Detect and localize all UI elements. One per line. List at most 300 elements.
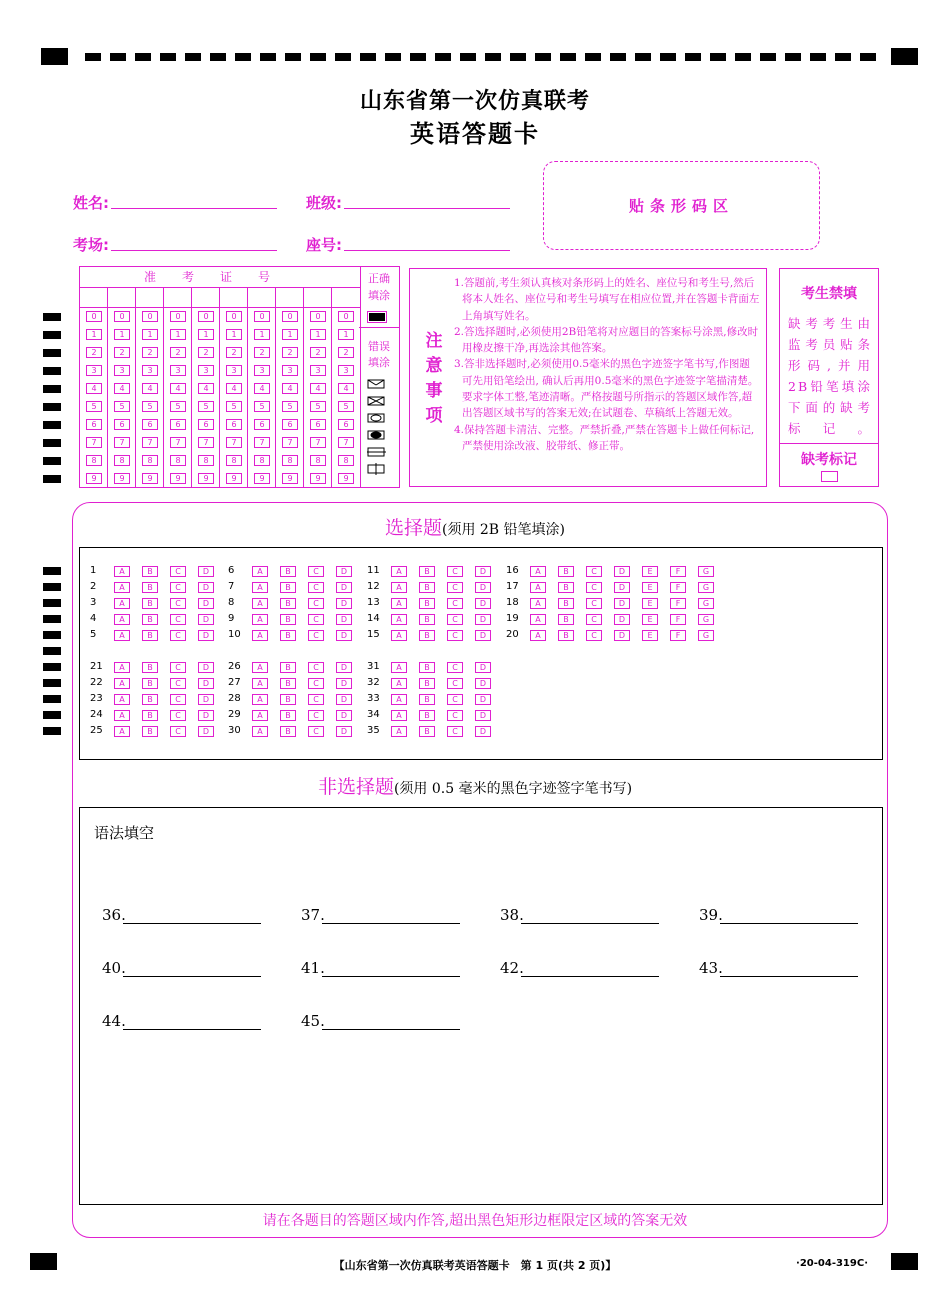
admission-digit-bubble[interactable]: 1 — [114, 329, 130, 340]
answer-bubble[interactable]: C — [308, 662, 324, 673]
admission-digit-bubble[interactable]: 1 — [198, 329, 214, 340]
answer-bubble[interactable]: D — [475, 710, 491, 721]
correct-fill-sample — [367, 311, 387, 323]
admission-digit-bubble[interactable]: 8 — [198, 455, 214, 466]
answer-bubble[interactable]: D — [614, 582, 630, 593]
answer-bubble[interactable]: C — [586, 630, 602, 641]
answer-bubble[interactable]: A — [252, 694, 268, 705]
answer-bubble[interactable]: B — [142, 678, 158, 689]
answer-bubble[interactable]: B — [558, 598, 574, 609]
wrong-fill-label-2: 填涂 — [368, 356, 390, 369]
answer-bubble[interactable]: D — [614, 598, 630, 609]
answer-bubble[interactable]: C — [170, 662, 186, 673]
answer-bubble[interactable]: D — [198, 710, 214, 721]
answer-bubble[interactable]: D — [198, 614, 214, 625]
answer-bubble[interactable]: B — [419, 630, 435, 641]
answer-bubble[interactable]: D — [475, 598, 491, 609]
answer-bubble[interactable]: C — [308, 566, 324, 577]
answer-bubble[interactable]: F — [670, 582, 686, 593]
answer-bubble[interactable]: B — [419, 726, 435, 737]
admission-digit-bubble[interactable]: 0 — [198, 311, 214, 322]
absent-instructions: 缺考考生由监考员贴条形码,并用2B铅笔填涂下面的缺考标记。 — [788, 316, 872, 436]
answer-bubble[interactable]: C — [586, 566, 602, 577]
admission-digit-bubble[interactable]: 2 — [254, 347, 270, 358]
answer-bubble[interactable]: C — [170, 598, 186, 609]
answer-bubble[interactable]: C — [447, 710, 463, 721]
admission-digit-bubble[interactable]: 9 — [86, 473, 102, 484]
admission-digit-bubble[interactable]: 6 — [282, 419, 298, 430]
answer-bubble[interactable]: E — [642, 582, 658, 593]
answer-bubble[interactable]: C — [308, 598, 324, 609]
admission-digit-bubble[interactable]: 3 — [170, 365, 186, 376]
blank-answer-line[interactable] — [720, 923, 858, 924]
answer-bubble[interactable]: D — [475, 662, 491, 673]
blank-answer-line[interactable] — [521, 976, 659, 977]
admission-digit-bubble[interactable]: 7 — [338, 437, 354, 448]
answer-bubble[interactable]: D — [336, 598, 352, 609]
answer-bubble[interactable]: A — [252, 614, 268, 625]
answer-bubble[interactable]: B — [280, 582, 296, 593]
admission-digit-bubble[interactable]: 2 — [198, 347, 214, 358]
answer-bubble[interactable]: D — [475, 694, 491, 705]
answer-bubble[interactable]: C — [170, 694, 186, 705]
admission-digit-bubble[interactable]: 6 — [198, 419, 214, 430]
answer-bubble[interactable]: C — [586, 614, 602, 625]
answer-bubble[interactable]: B — [419, 566, 435, 577]
admission-digit-bubble[interactable]: 8 — [86, 455, 102, 466]
answer-bubble[interactable]: A — [391, 678, 407, 689]
admission-digit-bubble[interactable]: 7 — [254, 437, 270, 448]
admission-column-divider — [303, 288, 304, 487]
answer-bubble[interactable]: A — [114, 710, 130, 721]
answer-bubble[interactable]: D — [475, 614, 491, 625]
answer-bubble[interactable]: B — [280, 614, 296, 625]
answer-bubble[interactable]: C — [170, 678, 186, 689]
admission-digit-bubble[interactable]: 4 — [198, 383, 214, 394]
dash-mark — [485, 53, 501, 61]
answer-bubble[interactable]: B — [142, 662, 158, 673]
answer-bubble[interactable]: B — [142, 598, 158, 609]
answer-bubble[interactable]: A — [530, 582, 546, 593]
answer-bubble[interactable]: C — [308, 710, 324, 721]
admission-digit-bubble[interactable]: 5 — [282, 401, 298, 412]
answer-bubble[interactable]: A — [114, 678, 130, 689]
admission-digit-bubble[interactable]: 6 — [114, 419, 130, 430]
answer-bubble[interactable]: A — [391, 614, 407, 625]
admission-digit-bubble[interactable]: 1 — [282, 329, 298, 340]
admission-digit-bubble[interactable]: 4 — [142, 383, 158, 394]
admission-digit-bubble[interactable]: 4 — [86, 383, 102, 394]
admission-digit-bubble[interactable]: 0 — [338, 311, 354, 322]
answer-bubble[interactable]: G — [698, 566, 714, 577]
admission-digit-bubble[interactable]: 7 — [142, 437, 158, 448]
side-mark — [43, 631, 61, 639]
dash-mark — [335, 53, 351, 61]
answer-bubble[interactable]: A — [252, 582, 268, 593]
admission-digit-bubble[interactable]: 7 — [170, 437, 186, 448]
answer-bubble[interactable]: E — [642, 630, 658, 641]
answer-bubble[interactable]: A — [391, 710, 407, 721]
answer-bubble[interactable]: D — [475, 630, 491, 641]
answer-bubble[interactable]: B — [419, 614, 435, 625]
admission-digit-bubble[interactable]: 0 — [114, 311, 130, 322]
answer-bubble[interactable]: D — [336, 726, 352, 737]
admission-digit-bubble[interactable]: 4 — [282, 383, 298, 394]
answer-bubble[interactable]: C — [308, 678, 324, 689]
answer-bubble[interactable]: B — [280, 726, 296, 737]
answer-bubble[interactable]: A — [252, 662, 268, 673]
answer-bubble[interactable]: A — [391, 694, 407, 705]
answer-bubble[interactable]: B — [142, 614, 158, 625]
admission-digit-bubble[interactable]: 5 — [114, 401, 130, 412]
answer-bubble[interactable]: A — [530, 598, 546, 609]
answer-bubble[interactable]: C — [447, 614, 463, 625]
answer-bubble[interactable]: C — [308, 726, 324, 737]
answer-bubble[interactable]: B — [280, 710, 296, 721]
admission-digit-bubble[interactable]: 0 — [226, 311, 242, 322]
admission-digit-bubble[interactable]: 5 — [86, 401, 102, 412]
answer-bubble[interactable]: D — [336, 566, 352, 577]
answer-bubble[interactable]: C — [308, 614, 324, 625]
name-field[interactable] — [111, 208, 277, 209]
answer-bubble[interactable]: C — [447, 582, 463, 593]
admission-digit-bubble[interactable]: 6 — [226, 419, 242, 430]
answer-bubble[interactable]: B — [419, 582, 435, 593]
answer-bubble[interactable]: C — [586, 582, 602, 593]
answer-bubble[interactable]: A — [391, 566, 407, 577]
answer-bubble[interactable]: C — [170, 614, 186, 625]
side-mark — [43, 475, 61, 483]
answer-bubble[interactable]: A — [252, 726, 268, 737]
admission-digit-bubble[interactable]: 9 — [310, 473, 326, 484]
answer-bubble[interactable]: D — [198, 662, 214, 673]
admission-digit-bubble[interactable]: 8 — [226, 455, 242, 466]
admission-digit-bubble[interactable]: 3 — [254, 365, 270, 376]
answer-bubble[interactable]: B — [280, 662, 296, 673]
admission-digit-bubble[interactable]: 4 — [310, 383, 326, 394]
admission-digit-bubble[interactable]: 1 — [226, 329, 242, 340]
admission-digit-bubble[interactable]: 7 — [226, 437, 242, 448]
side-mark — [43, 647, 61, 655]
admission-digit-bubble[interactable]: 1 — [254, 329, 270, 340]
question-number: 15 — [367, 629, 380, 640]
admission-digit-bubble[interactable]: 2 — [142, 347, 158, 358]
admission-digit-bubble[interactable]: 8 — [114, 455, 130, 466]
answer-bubble[interactable]: D — [336, 694, 352, 705]
answer-bubble[interactable]: D — [198, 694, 214, 705]
answer-bubble[interactable]: B — [419, 678, 435, 689]
admission-digit-bubble[interactable]: 6 — [86, 419, 102, 430]
admission-digit-bubble[interactable]: 9 — [338, 473, 354, 484]
seat-field[interactable] — [344, 250, 510, 251]
answer-bubble[interactable]: B — [142, 710, 158, 721]
admission-number-write-row[interactable] — [80, 288, 360, 308]
answer-bubble[interactable]: A — [252, 630, 268, 641]
admission-digit-bubble[interactable]: 3 — [86, 365, 102, 376]
answer-bubble[interactable]: A — [114, 662, 130, 673]
answer-bubble[interactable]: A — [391, 662, 407, 673]
answer-bubble[interactable]: A — [252, 678, 268, 689]
admission-digit-bubble[interactable]: 3 — [198, 365, 214, 376]
answer-bubble[interactable]: A — [391, 630, 407, 641]
admission-digit-bubble[interactable]: 4 — [338, 383, 354, 394]
answer-bubble[interactable]: C — [170, 566, 186, 577]
notice-panel — [409, 268, 767, 487]
admission-digit-bubble[interactable]: 7 — [114, 437, 130, 448]
blank-answer-line[interactable] — [322, 923, 460, 924]
admission-digit-bubble[interactable]: 6 — [338, 419, 354, 430]
admission-digit-bubble[interactable]: 8 — [170, 455, 186, 466]
admission-digit-bubble[interactable]: 2 — [282, 347, 298, 358]
answer-bubble[interactable]: B — [419, 598, 435, 609]
answer-bubble[interactable]: D — [614, 614, 630, 625]
admission-digit-bubble[interactable]: 1 — [338, 329, 354, 340]
admission-digit-bubble[interactable]: 1 — [142, 329, 158, 340]
answer-bubble[interactable]: A — [114, 630, 130, 641]
admission-digit-bubble[interactable]: 5 — [142, 401, 158, 412]
answer-bubble[interactable]: C — [447, 662, 463, 673]
admission-digit-bubble[interactable]: 3 — [226, 365, 242, 376]
answer-bubble[interactable]: A — [114, 582, 130, 593]
answer-bubble[interactable]: G — [698, 614, 714, 625]
notice-item: 1.答题前,考生须认真核对条形码上的姓名、座位号和考生号,然后将本人姓名、座位号和考生号填写在相应位置,并在答题卡背面左上角填写姓名。 — [454, 277, 760, 322]
admission-digit-bubble[interactable]: 6 — [310, 419, 326, 430]
admission-digit-bubble[interactable]: 7 — [282, 437, 298, 448]
side-mark — [43, 385, 61, 393]
admission-digit-bubble[interactable]: 9 — [198, 473, 214, 484]
admission-digit-bubble[interactable]: 1 — [86, 329, 102, 340]
answer-bubble[interactable]: D — [336, 614, 352, 625]
admission-digit-bubble[interactable]: 8 — [282, 455, 298, 466]
admission-digit-bubble[interactable]: 2 — [86, 347, 102, 358]
answer-bubble[interactable]: E — [642, 614, 658, 625]
answer-bubble[interactable]: D — [475, 678, 491, 689]
answer-bubble[interactable]: B — [142, 694, 158, 705]
admission-digit-bubble[interactable]: 8 — [254, 455, 270, 466]
admission-digit-bubble[interactable]: 0 — [282, 311, 298, 322]
answer-bubble[interactable]: B — [558, 614, 574, 625]
answer-bubble[interactable]: D — [198, 566, 214, 577]
admission-digit-bubble[interactable]: 7 — [198, 437, 214, 448]
answer-bubble[interactable]: A — [252, 566, 268, 577]
admission-digit-bubble[interactable]: 5 — [254, 401, 270, 412]
admission-digit-bubble[interactable]: 2 — [170, 347, 186, 358]
answer-bubble[interactable]: C — [308, 582, 324, 593]
question-number: 16 — [506, 565, 519, 576]
answer-bubble[interactable]: A — [391, 598, 407, 609]
answer-bubble[interactable]: D — [336, 582, 352, 593]
answer-bubble[interactable]: D — [336, 678, 352, 689]
exam-room-field[interactable] — [111, 250, 277, 251]
answer-bubble[interactable]: B — [280, 694, 296, 705]
answer-bubble[interactable]: C — [447, 678, 463, 689]
admission-digit-bubble[interactable]: 3 — [142, 365, 158, 376]
answer-bubble[interactable]: B — [558, 582, 574, 593]
answer-bubble[interactable]: C — [447, 694, 463, 705]
blank-answer-line[interactable] — [123, 923, 261, 924]
dash-mark — [510, 53, 526, 61]
admission-digit-bubble[interactable]: 4 — [114, 383, 130, 394]
admission-digit-bubble[interactable]: 6 — [254, 419, 270, 430]
admission-digit-bubble[interactable]: 0 — [142, 311, 158, 322]
answer-bubble[interactable]: B — [280, 678, 296, 689]
answer-bubble[interactable]: B — [558, 566, 574, 577]
answer-bubble[interactable]: A — [391, 582, 407, 593]
answer-bubble[interactable]: D — [475, 566, 491, 577]
notice-item: 3.答非选择题时,必须使用0.5毫米的黑色字迹签字笔书写,作图题可先用铅笔绘出, 确认后再用0.5毫米的黑色字迹签字笔描清楚。要求字体工整,笔迹清晰。严格按题号所指示的答题区域作答,超出答题区域书写的答案无效;在试题卷、草稿纸上答题无效。 — [454, 358, 759, 420]
answer-bubble[interactable]: B — [419, 662, 435, 673]
answer-bubble[interactable]: C — [170, 582, 186, 593]
answer-bubble[interactable]: G — [698, 630, 714, 641]
admission-digit-bubble[interactable]: 4 — [170, 383, 186, 394]
answer-bubble[interactable]: A — [114, 726, 130, 737]
answer-bubble[interactable]: A — [114, 566, 130, 577]
admission-digit-bubble[interactable]: 9 — [114, 473, 130, 484]
answer-bubble[interactable]: B — [280, 630, 296, 641]
admission-digit-bubble[interactable]: 2 — [310, 347, 326, 358]
admission-digit-bubble[interactable]: 5 — [338, 401, 354, 412]
side-mark — [43, 349, 61, 357]
answer-bubble[interactable]: B — [142, 630, 158, 641]
admission-digit-bubble[interactable]: 7 — [86, 437, 102, 448]
answer-bubble[interactable]: F — [670, 630, 686, 641]
notice-item: 4.保持答题卡清洁、完整。严禁折叠,严禁在答题卡上做任何标记,严禁使用涂改液、胶带纸、修正带。 — [454, 423, 755, 452]
answer-bubble[interactable]: D — [336, 630, 352, 641]
answer-bubble[interactable]: D — [198, 726, 214, 737]
answer-bubble[interactable]: C — [170, 630, 186, 641]
answer-bubble[interactable]: G — [698, 598, 714, 609]
answer-bubble[interactable]: A — [391, 726, 407, 737]
admission-digit-bubble[interactable]: 9 — [282, 473, 298, 484]
answer-bubble[interactable]: F — [670, 614, 686, 625]
admission-digit-bubble[interactable]: 9 — [226, 473, 242, 484]
answer-bubble[interactable]: C — [447, 598, 463, 609]
admission-digit-bubble[interactable]: 5 — [198, 401, 214, 412]
answer-bubble[interactable]: B — [142, 726, 158, 737]
blank-answer-line[interactable] — [521, 923, 659, 924]
admission-digit-bubble[interactable]: 5 — [170, 401, 186, 412]
admission-digit-bubble[interactable]: 6 — [170, 419, 186, 430]
admission-digit-bubble[interactable]: 9 — [142, 473, 158, 484]
admission-digit-bubble[interactable]: 2 — [226, 347, 242, 358]
blank-answer-line[interactable] — [123, 1029, 261, 1030]
dash-mark — [460, 53, 476, 61]
admission-digit-bubble[interactable]: 3 — [282, 365, 298, 376]
answer-bubble[interactable]: B — [280, 566, 296, 577]
answer-bubble[interactable]: A — [114, 598, 130, 609]
question-number: 28 — [228, 693, 241, 704]
question-number: 11 — [367, 565, 380, 576]
answer-bubble[interactable]: B — [142, 566, 158, 577]
admission-digit-bubble[interactable]: 4 — [226, 383, 242, 394]
answer-bubble[interactable]: E — [642, 598, 658, 609]
admission-digit-bubble[interactable]: 3 — [310, 365, 326, 376]
answer-bubble[interactable]: F — [670, 598, 686, 609]
answer-bubble[interactable]: D — [475, 582, 491, 593]
admission-digit-bubble[interactable]: 3 — [114, 365, 130, 376]
answer-bubble[interactable]: C — [170, 710, 186, 721]
answer-bubble[interactable]: D — [614, 630, 630, 641]
admission-digit-bubble[interactable]: 4 — [254, 383, 270, 394]
answer-bubble[interactable]: D — [198, 678, 214, 689]
answer-bubble[interactable]: C — [308, 630, 324, 641]
answer-bubble[interactable]: C — [447, 630, 463, 641]
answer-bubble[interactable]: A — [252, 598, 268, 609]
answer-bubble[interactable]: C — [586, 598, 602, 609]
question-number: 19 — [506, 613, 519, 624]
answer-bubble[interactable]: G — [698, 582, 714, 593]
answer-bubble[interactable]: A — [252, 710, 268, 721]
answer-bubble[interactable]: D — [336, 710, 352, 721]
side-mark — [43, 421, 61, 429]
admission-digit-bubble[interactable]: 8 — [310, 455, 326, 466]
answer-bubble[interactable]: A — [114, 694, 130, 705]
admission-digit-bubble[interactable]: 1 — [310, 329, 326, 340]
blank-answer-line[interactable] — [720, 976, 858, 977]
answer-bubble[interactable]: C — [447, 566, 463, 577]
admission-digit-bubble[interactable]: 9 — [170, 473, 186, 484]
admission-digit-bubble[interactable]: 3 — [338, 365, 354, 376]
admission-digit-bubble[interactable]: 8 — [142, 455, 158, 466]
answer-bubble[interactable]: A — [114, 614, 130, 625]
answer-bubble[interactable]: C — [170, 726, 186, 737]
answer-bubble[interactable]: A — [530, 630, 546, 641]
absent-mark-bubble[interactable] — [821, 471, 838, 482]
answer-bubble[interactable]: D — [475, 726, 491, 737]
answer-bubble[interactable]: E — [642, 566, 658, 577]
answer-bubble[interactable]: B — [280, 598, 296, 609]
answer-bubble[interactable]: D — [336, 662, 352, 673]
blank-answer-line[interactable] — [123, 976, 261, 977]
admission-digit-bubble[interactable]: 1 — [170, 329, 186, 340]
admission-column-divider — [219, 288, 220, 487]
answer-bubble[interactable]: A — [530, 614, 546, 625]
answer-bubble[interactable]: F — [670, 566, 686, 577]
answer-bubble[interactable]: D — [198, 582, 214, 593]
answer-bubble[interactable]: B — [419, 694, 435, 705]
admission-digit-bubble[interactable]: 0 — [310, 311, 326, 322]
answer-bubble[interactable]: C — [447, 726, 463, 737]
admission-digit-bubble[interactable]: 2 — [338, 347, 354, 358]
admission-digit-bubble[interactable]: 7 — [310, 437, 326, 448]
admission-digit-bubble[interactable]: 0 — [254, 311, 270, 322]
dash-mark — [635, 53, 651, 61]
answer-bubble[interactable]: B — [419, 710, 435, 721]
notice-heading-char: 注 — [425, 331, 443, 351]
answer-bubble[interactable]: B — [558, 630, 574, 641]
admission-digit-bubble[interactable]: 2 — [114, 347, 130, 358]
answer-bubble[interactable]: A — [530, 566, 546, 577]
dash-mark — [735, 53, 751, 61]
admission-digit-bubble[interactable]: 5 — [310, 401, 326, 412]
answer-bubble[interactable]: D — [198, 630, 214, 641]
answer-bubble[interactable]: D — [198, 598, 214, 609]
admission-digit-bubble[interactable]: 5 — [226, 401, 242, 412]
dash-mark — [310, 53, 326, 61]
admission-digit-bubble[interactable]: 8 — [338, 455, 354, 466]
class-field[interactable] — [344, 208, 510, 209]
admission-digit-bubble[interactable]: 9 — [254, 473, 270, 484]
answer-bubble[interactable]: B — [142, 582, 158, 593]
answer-bubble[interactable]: D — [614, 566, 630, 577]
admission-digit-bubble[interactable]: 6 — [142, 419, 158, 430]
admission-digit-bubble[interactable]: 0 — [170, 311, 186, 322]
blank-answer-line[interactable] — [322, 1029, 460, 1030]
admission-digit-bubble[interactable]: 0 — [86, 311, 102, 322]
blank-answer-line[interactable] — [322, 976, 460, 977]
blank-number: 41. — [301, 959, 325, 977]
answer-bubble[interactable]: C — [308, 694, 324, 705]
